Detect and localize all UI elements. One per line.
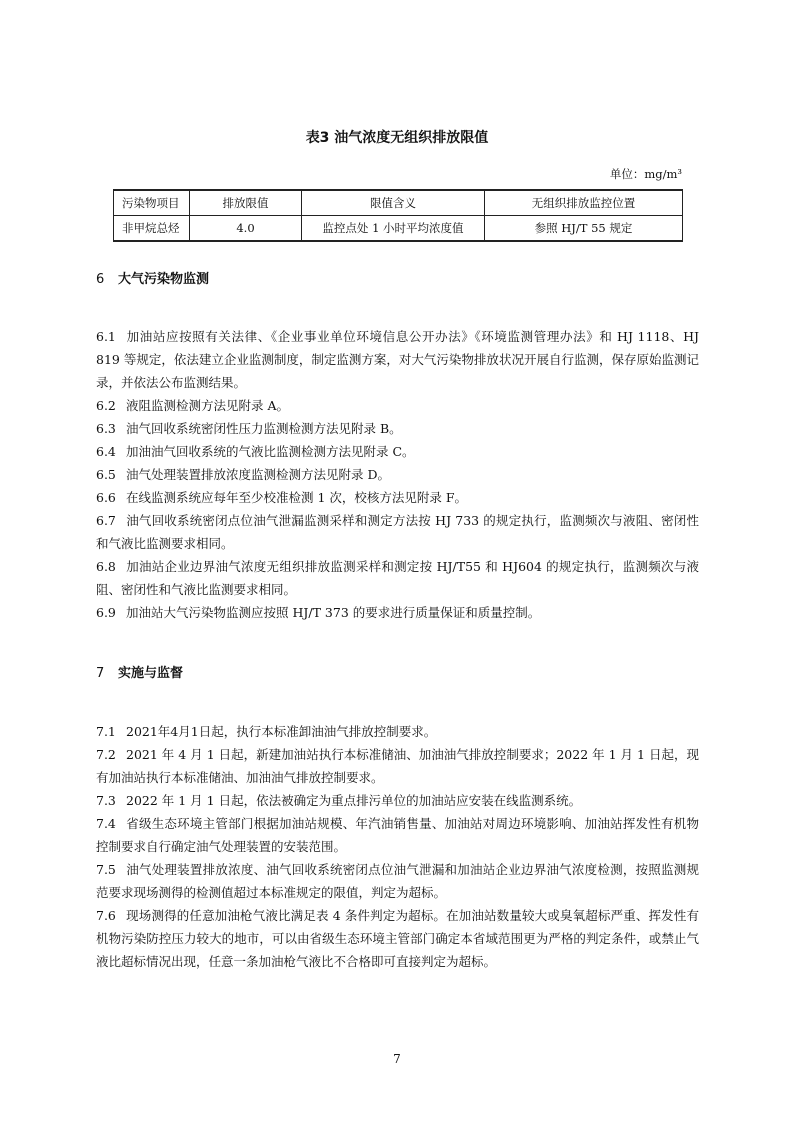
clause-number: 6.5 [96,467,116,482]
clause-6-4 [96,440,699,463]
table-unit: 单位：mg/m³ [609,167,682,181]
clause-text: 油气处理装置排放浓度监测检测方法见附录 D。 [126,467,390,482]
section-7-heading [96,662,183,681]
clause-number: 7.1 [96,724,116,739]
table-header-cell: 限值含义 [302,190,485,216]
clause-number: 7.4 [96,816,116,831]
clause-number: 6.9 [96,605,116,620]
table-cell: 非甲烷总烃 [114,216,190,242]
section-7-clauses [96,720,699,973]
table-header-cell: 排放限值 [190,190,302,216]
emission-limits-table [113,189,683,242]
clause-text: 油气处理装置排放浓度、油气回收系统密闭点位油气泄漏和加油站企业边界油气浓度检测，按照监测规范要求现场测得的检测值超过本标准规定的限值，判定为超标。 [96,862,699,900]
table-title: 表3 油气浓度无组织排放限值 [305,130,489,146]
clause-text: 油气回收系统密闭点位油气泄漏监测采样和测定方法按 HJ 733 的规定执行，监测频次与液阻、密闭性和气液比监测要求相同。 [96,513,699,551]
clause-text: 油气回收系统密闭性压力监测检测方法见附录 B。 [126,421,402,436]
clause-text: 2021 年 4 月 1 日起，新建加油站执行本标准储油、加油油气排放控制要求；2022 年 1 月 1 日起，现有加油站执行本标准储油、加油油气排放控制要求。 [96,747,699,785]
clause-number: 6.6 [96,490,116,505]
clause-text: 加油站应按照有关法律、《企业事业单位环境信息公开办法》《环境监测管理办法》和 HJ 1118、HJ 819 等规定，依法建立企业监测制度，制定监测方案，对大气污染物排放状况开展自行监测，保存原始监测记录，并依法公布监测结果。 [96,329,699,390]
section-title: 实施与监督 [118,666,184,681]
clause-6-7 [96,509,699,555]
section-title: 大气污染物监测 [118,272,210,287]
table-cell: 监控点处 1 小时平均浓度值 [302,216,485,242]
clause-7-3 [96,789,699,812]
clause-text: 2021年4月1日起，执行本标准卸油油气排放控制要求。 [126,724,437,739]
table-header-cell: 污染物项目 [114,190,190,216]
clause-text: 加油站大气污染物监测应按照 HJ/T 373 的要求进行质量保证和质量控制。 [126,605,541,620]
clause-6-5 [96,463,699,486]
clause-number: 7.5 [96,862,116,877]
clause-6-9 [96,601,699,624]
section-6-heading [96,268,209,287]
table-cell: 4.0 [190,216,302,242]
clause-7-6 [96,904,699,973]
clause-number: 7.6 [96,908,116,923]
clause-6-3 [96,417,699,440]
clause-text: 加油油气回收系统的气液比监测检测方法见附录 C。 [126,444,415,459]
clause-7-2 [96,743,699,789]
clause-number: 6.4 [96,444,116,459]
page-number: 7 [393,1052,401,1066]
table-header-cell: 无组织排放监控位置 [485,190,683,216]
section-number: 6 [96,272,105,287]
clause-number: 7.2 [96,747,116,762]
clause-number: 7.3 [96,793,116,808]
clause-6-8 [96,555,699,601]
clause-6-6 [96,486,699,509]
clause-number: 6.2 [96,398,116,413]
clause-number: 6.3 [96,421,116,436]
section-number: 7 [96,666,105,681]
clause-text: 省级生态环境主管部门根据加油站规模、年汽油销售量、加油站对周边环境影响、加油站挥发性有机物控制要求自行确定油气处理装置的安装范围。 [96,816,699,854]
section-6-clauses [96,325,699,624]
clause-number: 6.7 [96,513,116,528]
clause-6-2 [96,394,699,417]
clause-6-1 [96,325,699,394]
clause-text: 加油站企业边界油气浓度无组织排放监测采样和测定按 HJ/T55 和 HJ604 的规定执行，监测频次与液阻、密闭性和气液比监测要求相同。 [96,559,699,597]
table-row [114,216,683,242]
clause-7-1 [96,720,699,743]
clause-7-5 [96,858,699,904]
clause-text: 在线监测系统应每年至少校准检测 1 次，校核方法见附录 F。 [126,490,468,505]
table-header-row [114,190,683,216]
table-cell: 参照 HJ/T 55 规定 [485,216,683,242]
clause-number: 6.8 [96,559,116,574]
clause-text: 2022 年 1 月 1 日起，依法被确定为重点排污单位的加油站应安装在线监测系统。 [126,793,582,808]
clause-text: 液阻监测检测方法见附录 A。 [126,398,290,413]
clause-text: 现场测得的任意加油枪气液比满足表 4 条件判定为超标。在加油站数量较大或臭氧超标严重、挥发性有机物污染防控压力较大的地市，可以由省级生态环境主管部门确定本省域范围更为严格的判定条件，或禁止气液比超标情况出现，任意一条加油枪气液比不合格即可直接判定为超标。 [96,908,699,969]
clause-number: 6.1 [96,329,116,344]
clause-7-4 [96,812,699,858]
